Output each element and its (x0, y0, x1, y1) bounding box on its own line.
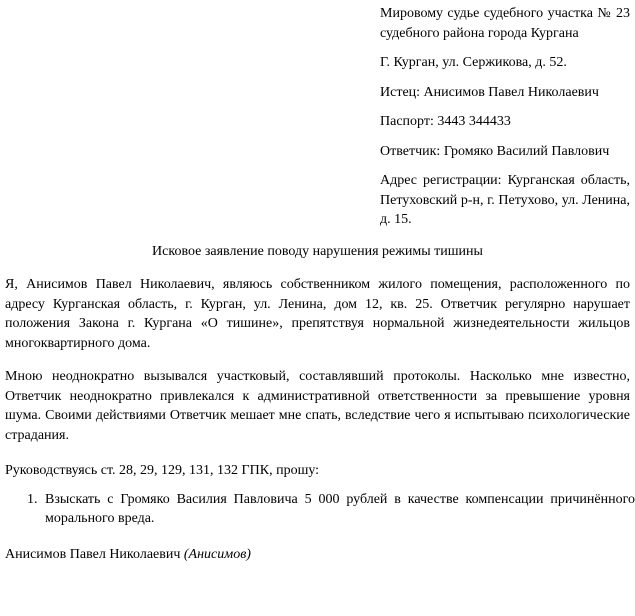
claim-item: 1. Взыскать с Громяко Василия Павловича 5 000 рублей в качестве компенсации причинённого морального вреда. (41, 490, 635, 529)
body-paragraph-2: Мною неоднократно вызывался участковый, составлявший протоколы. Насколько мне известно, Ответчик неоднократно привлекался к административной ответственности за превышение уровня шума. Своими действиями Ответчик мешает мне спать, вследствие чего я испытываю психологические страдания. (5, 369, 630, 443)
plaintiff-passport: Паспорт: 3443 344433 (380, 114, 511, 129)
addressee-court: Мировому судье судебного участка № 23 судебного района города Кургана (380, 6, 630, 41)
defendant-info: Ответчик: Громяко Василий Павлович (380, 143, 610, 159)
signature-line (0, 545, 635, 565)
body-paragraph-1: Я, Анисимов Павел Николаевич, являюсь собственником жилого помещения, расположенного по адресу Курганская область, г. Курган, ул. Ленина, дом 12, кв. 25. Ответчик регулярно нарушает положения Закона г. Кургана «О тишине», препятствуя нормальной жизнедеятельности жильцов многоквартирного дома. (5, 277, 630, 351)
defendant-registration-address: Адрес регистрации: Курганская область, Петуховский р-н, г. Петухово, ул. Ленина, д. 15. (380, 173, 630, 227)
signature-name: Анисимов Павел Николаевич (5, 546, 181, 562)
claims-list (0, 490, 635, 529)
demand-lead-in: Руководствуясь ст. 28, 29, 129, 131, 132 ГПК, прошу: (5, 463, 320, 478)
court-address: Г. Курган, ул. Сержикова, д. 52. (380, 55, 567, 70)
signature-transcript: (Анисимов) (183, 546, 251, 562)
document-header-block (380, 0, 630, 230)
plaintiff-info: Истец: Анисимов Павел Николаевич (380, 84, 599, 100)
document-title: Исковое заявление поводу нарушения режимы тишины (152, 243, 483, 259)
document-body (0, 275, 635, 481)
